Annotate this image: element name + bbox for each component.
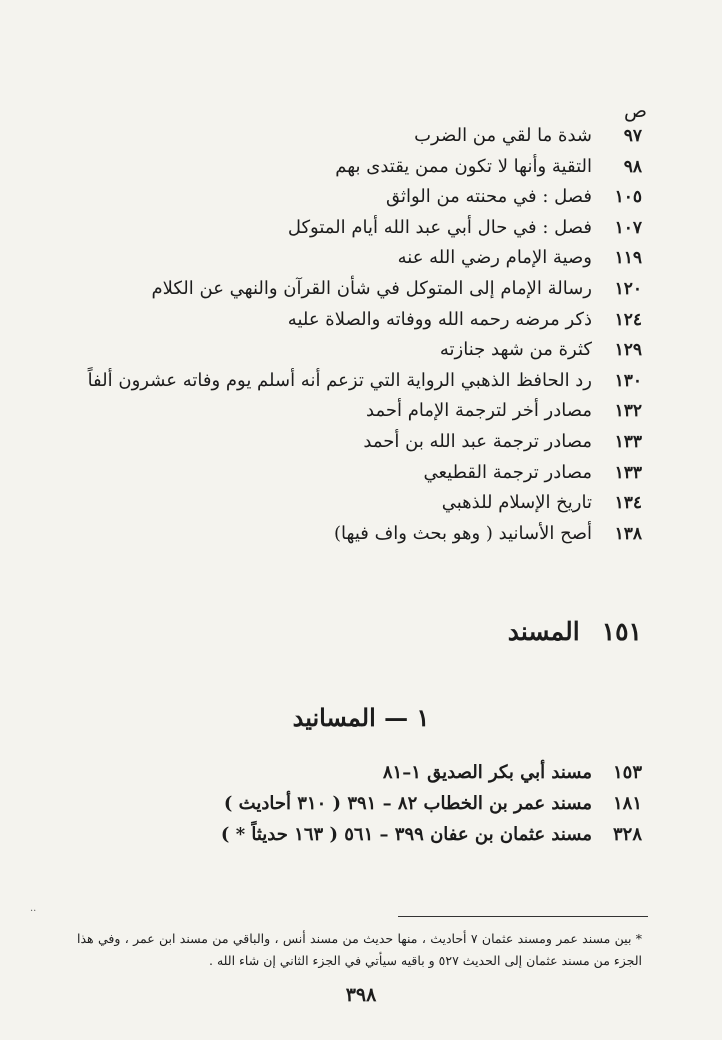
toc-page-number: ١٣٨ [614, 523, 642, 544]
section-heading [508, 617, 642, 646]
musnad-list [42, 762, 642, 855]
toc-title: كثرة من شهد جنازته [439, 339, 592, 361]
toc-page-number: ١٣٤ [614, 493, 642, 514]
musnad-entry [42, 793, 642, 824]
toc-page-number: ١٣٣ [614, 431, 642, 452]
page-column-label: ص [624, 100, 647, 122]
toc-title: ذكر مرضه رحمه الله ووفاته والصلاة عليه [287, 308, 592, 330]
toc-page-number: ١٢٠ [614, 278, 642, 299]
toc-title: مصادر ترجمة عبد الله بن أحمد [363, 430, 592, 452]
section-page-number: ١٥١ [601, 617, 642, 646]
toc-page-number: ١٣٠ [614, 370, 642, 391]
musnad-entry [42, 824, 642, 855]
toc-page-number: ١٢٤ [614, 309, 642, 330]
toc-entry [42, 217, 642, 248]
toc-entry [42, 431, 642, 462]
toc-title: التقية وأنها لا تكون ممن يقتدى بهم [335, 155, 592, 177]
toc-entry [42, 523, 642, 554]
footnote-rule [398, 916, 648, 917]
toc-title: شدة ما لقي من الضرب [414, 125, 592, 146]
subsection-heading: ١ — المسانيد [292, 703, 430, 732]
musnad-title: مسند عمر بن الخطاب ٨٢ – ٣٩١ ( ٣١٠ أحاديث ) [223, 793, 592, 814]
toc-title: رسالة الإمام إلى المتوكل في شأن القرآن والنهي عن الكلام [151, 277, 592, 299]
musnad-page-number: ١٥٣ [612, 762, 642, 783]
toc-page-number: ٩٧ [623, 126, 642, 146]
musnad-title: مسند أبي بكر الصديق ١–٨١ [382, 762, 592, 783]
toc-page-number: ١٠٥ [614, 187, 642, 208]
toc-entry [42, 125, 642, 156]
toc-entry [42, 156, 642, 187]
toc-page-number: ١١٩ [614, 248, 642, 269]
toc-entry [42, 492, 642, 523]
toc-entry [42, 309, 642, 340]
toc-title: أصح الأسانيد ( وهو بحث واف فيها) [334, 522, 592, 544]
musnad-title: مسند عثمان بن عفان ٣٩٩ – ٥٦١ ( ١٦٣ حديثاً * ) [220, 824, 592, 845]
toc-page-number: ٩٨ [623, 156, 642, 177]
toc-title: فصل : في محنته من الواثق [385, 186, 592, 208]
section-title: المسند [507, 617, 580, 646]
musnad-page-number: ١٨١ [612, 793, 642, 814]
toc-entry [42, 186, 642, 217]
toc-title: تاريخ الإسلام للذهبي [441, 492, 592, 514]
toc-title: فصل : في حال أبي عبد الله أيام المتوكل [287, 216, 592, 238]
toc-page-number: ١٣٢ [614, 401, 642, 422]
print-specks: ·· [30, 906, 37, 917]
toc-entry [42, 400, 642, 431]
page-number: ٣٩٨ [345, 984, 377, 1006]
toc-entry [42, 370, 642, 401]
musnad-entry [42, 762, 642, 793]
table-of-contents [42, 125, 642, 553]
footnote: * بين مسند عمر ومسند عثمان ٧ أحاديث ، منها حديث من مسند أنس ، والباقي من مسند ابن عمر ، وفي هذا الجزء من مسند عثمان إلى الحديث ٥٢٧ و باقيه سيأتي في الجزء الثاني إن شاء الله . [77, 931, 642, 968]
toc-entry [42, 247, 642, 278]
toc-page-number: ١٣٣ [614, 462, 642, 483]
toc-entry [42, 462, 642, 493]
toc-title: مصادر ترجمة القطيعي [423, 461, 592, 483]
toc-page-number: ١٢٩ [614, 340, 642, 361]
musnad-page-number: ٣٢٨ [612, 824, 642, 845]
toc-page-number: ١٠٧ [614, 217, 642, 238]
toc-entry [42, 278, 642, 309]
toc-title: مصادر أخر لترجمة الإمام أحمد [366, 400, 592, 422]
toc-title: رد الحافظ الذهبي الرواية التي تزعم أنه أسلم يوم وفاته عشرون ألفاً [87, 369, 592, 391]
toc-entry [42, 339, 642, 370]
toc-title: وصية الإمام رضي الله عنه [397, 247, 592, 269]
